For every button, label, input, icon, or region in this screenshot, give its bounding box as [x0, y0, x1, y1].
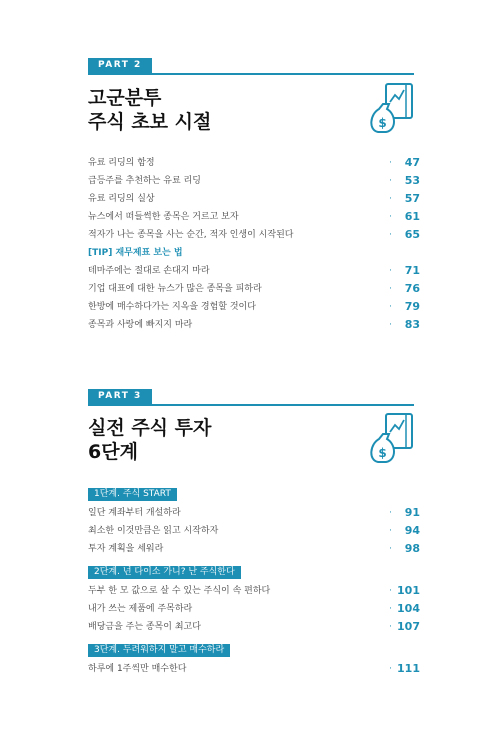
toc-entry-title: 적자가 나는 종목을 사는 순간, 적자 인생이 시작된다 — [88, 230, 294, 240]
leader-dot: · — [389, 622, 392, 632]
part-2-title — [88, 86, 211, 134]
leader-dot: · — [389, 664, 392, 674]
part-3-title — [88, 416, 211, 464]
toc-entry[interactable] — [88, 210, 420, 224]
toc-entry-title: 테마주에는 절대로 손대지 마라 — [88, 266, 210, 276]
toc-entry[interactable] — [88, 662, 420, 676]
leader-dot: · — [389, 158, 392, 168]
toc-tip-title: [TIP] 재무제표 보는 법 — [88, 248, 183, 258]
toc-entry-page: 47 — [404, 156, 420, 169]
toc-entry-title: 급등주를 추천하는 유료 리딩 — [88, 176, 201, 186]
leader-dot: · — [389, 604, 392, 614]
svg-text:$: $ — [378, 446, 387, 460]
toc-entry[interactable] — [88, 282, 420, 296]
money-bag-chart-icon — [370, 80, 416, 138]
toc-entry-page: 107 — [397, 620, 420, 633]
toc-entry-page: 101 — [397, 584, 420, 597]
leader-dot: · — [389, 194, 392, 204]
toc-entry-page: 98 — [404, 542, 420, 555]
leader-dot: · — [389, 284, 392, 294]
toc-entry-page: 94 — [404, 524, 420, 537]
part-2-title-line-2: 주식 초보 시절 — [88, 111, 212, 133]
toc-entry[interactable] — [88, 506, 420, 520]
toc-entry-title: 유료 리딩의 함정 — [88, 158, 155, 168]
part-2-title-line-1: 고군분투 — [88, 87, 162, 109]
toc-entry-title: 한방에 매수하다가는 지옥을 경험할 것이다 — [88, 302, 256, 312]
toc-entry-title: 일단 계좌부터 개설하라 — [88, 508, 181, 518]
toc-entry-page: 83 — [404, 318, 420, 331]
toc-entry[interactable] — [88, 584, 420, 598]
step-1-header[interactable]: 1단계. 주식 START — [88, 488, 177, 501]
toc-entry-page: 104 — [397, 602, 420, 615]
leader-dot: · — [389, 176, 392, 186]
toc-entry[interactable] — [88, 300, 420, 314]
toc-entry-page: 65 — [404, 228, 420, 241]
toc-entry-page: 79 — [404, 300, 420, 313]
toc-entry[interactable] — [88, 620, 420, 634]
svg-text:$: $ — [378, 116, 387, 130]
step-2-header[interactable]: 2단계. 넌 다이소 가니? 난 주식한다 — [88, 566, 241, 579]
toc-entry[interactable] — [88, 542, 420, 556]
toc-entry-title: 내가 쓰는 제품에 주목하라 — [88, 604, 193, 614]
leader-dot: · — [389, 586, 392, 596]
money-bag-chart-icon — [370, 410, 416, 468]
toc-entry-title: 배당금을 주는 종목이 최고다 — [88, 622, 201, 632]
toc-entry-title: 두부 한 모 값으로 살 수 있는 주식이 속 편하다 — [88, 586, 271, 596]
toc-entry[interactable] — [88, 602, 420, 616]
part-2-badge: PART 2 — [88, 58, 152, 73]
leader-dot: · — [389, 212, 392, 222]
toc-entry[interactable] — [88, 174, 420, 188]
toc-entry-title: 종목과 사랑에 빠지지 마라 — [88, 320, 193, 330]
toc-entry-title: 기업 대표에 대한 뉴스가 많은 종목을 피하라 — [88, 284, 262, 294]
toc-entry-title: 하루에 1주씩만 매수한다 — [88, 664, 187, 674]
toc-entry-title: 유료 리딩의 실상 — [88, 194, 155, 204]
leader-dot: · — [389, 544, 392, 554]
toc-entry-page: 57 — [404, 192, 420, 205]
toc-entry-page: 61 — [404, 210, 420, 223]
step-3-header[interactable]: 3단계. 두려워하지 말고 매수하라 — [88, 644, 230, 657]
part-3-title-line-1: 실전 주식 투자 — [88, 417, 212, 439]
toc-entry-title: 뉴스에서 떠들썩한 종목은 거르고 보자 — [88, 212, 239, 222]
part-3-badge: PART 3 — [88, 389, 152, 404]
leader-dot: · — [389, 508, 392, 518]
toc-entry[interactable] — [88, 228, 420, 242]
toc-entry[interactable] — [88, 264, 420, 278]
leader-dot: · — [389, 320, 392, 330]
toc-entry-page: 53 — [404, 174, 420, 187]
leader-dot: · — [389, 266, 392, 276]
leader-dot: · — [389, 302, 392, 312]
toc-entry[interactable] — [88, 156, 420, 170]
part-3-divider — [88, 404, 414, 406]
toc-entry-title: 최소한 이것만큼은 읽고 시작하자 — [88, 526, 219, 536]
toc-entry[interactable] — [88, 524, 420, 538]
toc-entry[interactable] — [88, 192, 420, 206]
toc-entry-title: 투자 계획을 세워라 — [88, 544, 164, 554]
part-3-title-line-2: 6단계 — [88, 441, 138, 463]
leader-dot: · — [389, 526, 392, 536]
toc-entry-page: 71 — [404, 264, 420, 277]
part-2-divider — [88, 73, 414, 75]
toc-entry-page: 91 — [404, 506, 420, 519]
leader-dot: · — [389, 230, 392, 240]
toc-entry-page: 111 — [397, 662, 420, 675]
toc-tip-entry[interactable] — [88, 246, 420, 260]
toc-entry-page: 76 — [404, 282, 420, 295]
toc-entry[interactable] — [88, 318, 420, 332]
